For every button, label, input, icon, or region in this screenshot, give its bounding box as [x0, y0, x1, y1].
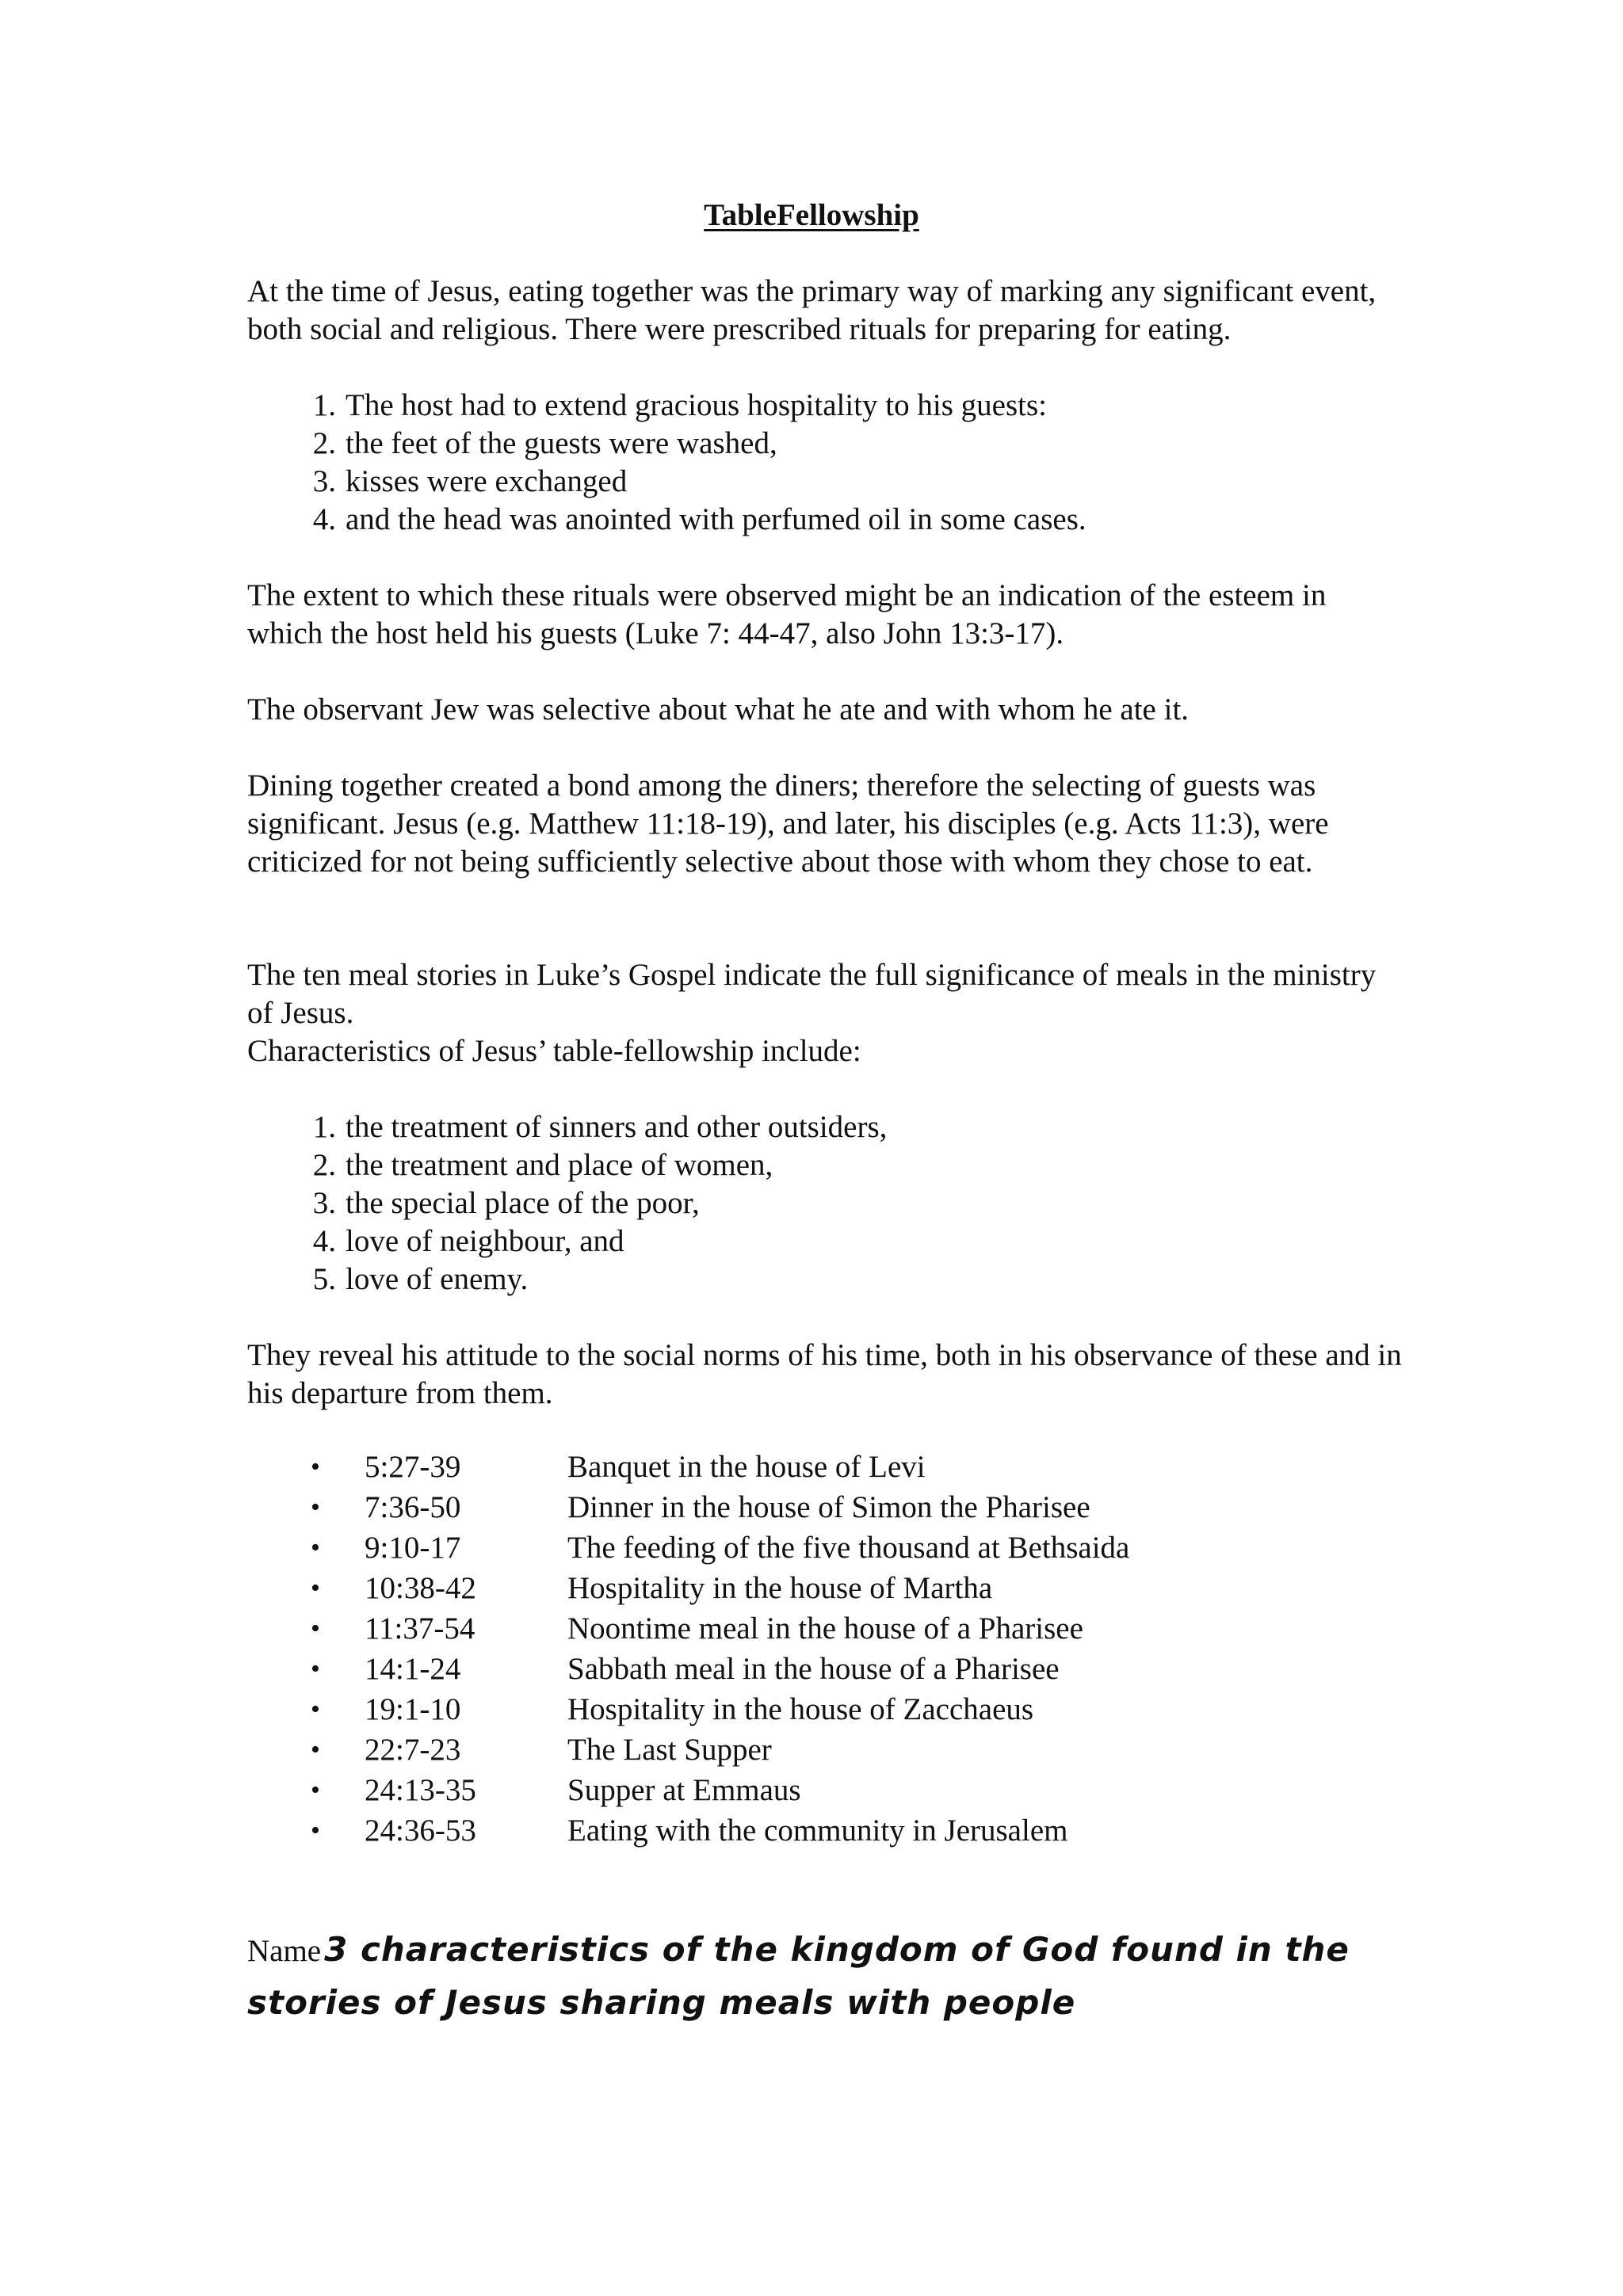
- bullet-icon: •: [311, 1614, 320, 1643]
- extent-paragraph: The extent to which these rituals were observed might be an indication of the esteem in which the host held his guests (Luke 7: 44-47, also John 13:3-17).: [247, 578, 1327, 650]
- scripture-reference: 11:37-54: [365, 1611, 475, 1646]
- scripture-reference: 24:13-35: [365, 1773, 476, 1807]
- scripture-reference: 24:36-53: [365, 1814, 476, 1848]
- meal-description: The Last Supper: [567, 1733, 772, 1767]
- list-item: [247, 1108, 887, 1146]
- list-text: The host had to extend gracious hospitality to his guests:: [346, 388, 1047, 422]
- scripture-reference: 5:27-39: [365, 1450, 461, 1484]
- list-item: [247, 425, 1086, 463]
- list-text: and the head was anointed with perfumed oil in some cases.: [346, 502, 1086, 536]
- meal-description: Sabbath meal in the house of a Pharisee: [567, 1652, 1060, 1686]
- list-number: 5.: [312, 1262, 336, 1296]
- characteristics-list: [247, 1108, 887, 1299]
- list-text: love of enemy.: [346, 1262, 529, 1296]
- bullet-icon: •: [311, 1573, 320, 1603]
- meal-description: Supper at Emmaus: [567, 1773, 801, 1807]
- ten-meal-line-2: Characteristics of Jesus’ table-fellowship include:: [247, 1034, 861, 1068]
- scripture-reference: 7:36-50: [365, 1490, 461, 1524]
- list-text: love of neighbour, and: [346, 1224, 624, 1258]
- list-number: 1.: [312, 388, 336, 422]
- scripture-reference: 10:38-42: [365, 1571, 476, 1605]
- list-item: [247, 387, 1086, 425]
- list-text: the treatment and place of women,: [346, 1148, 773, 1182]
- meal-description: Hospitality in the house of Zacchaeus: [567, 1692, 1034, 1726]
- list-item: [247, 501, 1086, 539]
- rituals-list: [247, 387, 1086, 539]
- bullet-icon: •: [311, 1654, 320, 1684]
- list-item: [247, 1222, 887, 1261]
- list-text: the special place of the poor,: [346, 1186, 700, 1220]
- scripture-reference: 14:1-24: [365, 1652, 461, 1686]
- dining-paragraph: Dining together created a bond among the diners; therefore the selecting of guests was significant. Jesus (e.g. Matthew 11:18-19), and later, his disciples (e.g. Acts 11:3), were criticized for not being sufficiently selective about those with whom they chose to eat.: [247, 769, 1329, 879]
- question-text: 3 characteristics of the kingdom of God found in the stories of Jesus sharing meals with people: [247, 1930, 1350, 2022]
- meal-description: Eating with the community in Jerusalem: [567, 1814, 1068, 1848]
- list-number: 4.: [312, 502, 336, 536]
- observant-paragraph: The observant Jew was selective about what he ate and with whom he ate it.: [247, 692, 1190, 727]
- ten-meal-line-1: The ten meal stories in Luke’s Gospel indicate the full significance of meals in the ministry of Jesus.: [247, 958, 1377, 1030]
- list-number: 2.: [312, 1148, 336, 1182]
- scripture-reference: 22:7-23: [365, 1733, 461, 1767]
- list-item: [247, 1184, 887, 1222]
- question-prompt: [247, 1927, 1436, 2033]
- list-number: 4.: [312, 1224, 336, 1258]
- bullet-icon: •: [311, 1775, 320, 1805]
- list-number: 2.: [312, 426, 336, 460]
- meal-description: The feeding of the five thousand at Bethsaida: [567, 1531, 1130, 1565]
- list-item: [247, 1146, 887, 1184]
- reveal-paragraph: They reveal his attitude to the social norms of his time, both in his observance of these and in his departure from them.: [247, 1338, 1402, 1410]
- list-text: the treatment of sinners and other outsiders,: [346, 1110, 888, 1144]
- list-number: 1.: [312, 1110, 336, 1144]
- list-text: the feet of the guests were washed,: [346, 426, 777, 460]
- list-item: [247, 463, 1086, 501]
- bullet-icon: •: [311, 1735, 320, 1764]
- list-item: [247, 1261, 887, 1299]
- list-number: 3.: [312, 1186, 336, 1220]
- bullet-icon: •: [311, 1452, 320, 1482]
- meal-description: Hospitality in the house of Martha: [567, 1571, 993, 1605]
- ten-meal-paragraph: [247, 956, 1404, 1070]
- meal-description: Banquet in the house of Levi: [567, 1450, 926, 1484]
- list-text: kisses were exchanged: [346, 464, 628, 498]
- bullet-icon: •: [311, 1816, 320, 1845]
- meal-description: Noontime meal in the house of a Pharisee: [567, 1611, 1083, 1646]
- bullet-icon: •: [311, 1533, 320, 1562]
- bullet-icon: •: [311, 1493, 320, 1522]
- list-number: 3.: [312, 464, 336, 498]
- intro-paragraph: At the time of Jesus, eating together was the primary way of marking any significant event, both social and religious. There were prescribed rituals for preparing for eating.: [247, 274, 1377, 346]
- meal-description: Dinner in the house of Simon the Pharisee: [567, 1490, 1090, 1524]
- page-title: TableFellowship: [704, 198, 919, 232]
- bullet-icon: •: [311, 1695, 320, 1724]
- scripture-reference: 19:1-10: [365, 1692, 461, 1726]
- question-lead: Name: [247, 1934, 322, 1968]
- scripture-reference: 9:10-17: [365, 1531, 461, 1565]
